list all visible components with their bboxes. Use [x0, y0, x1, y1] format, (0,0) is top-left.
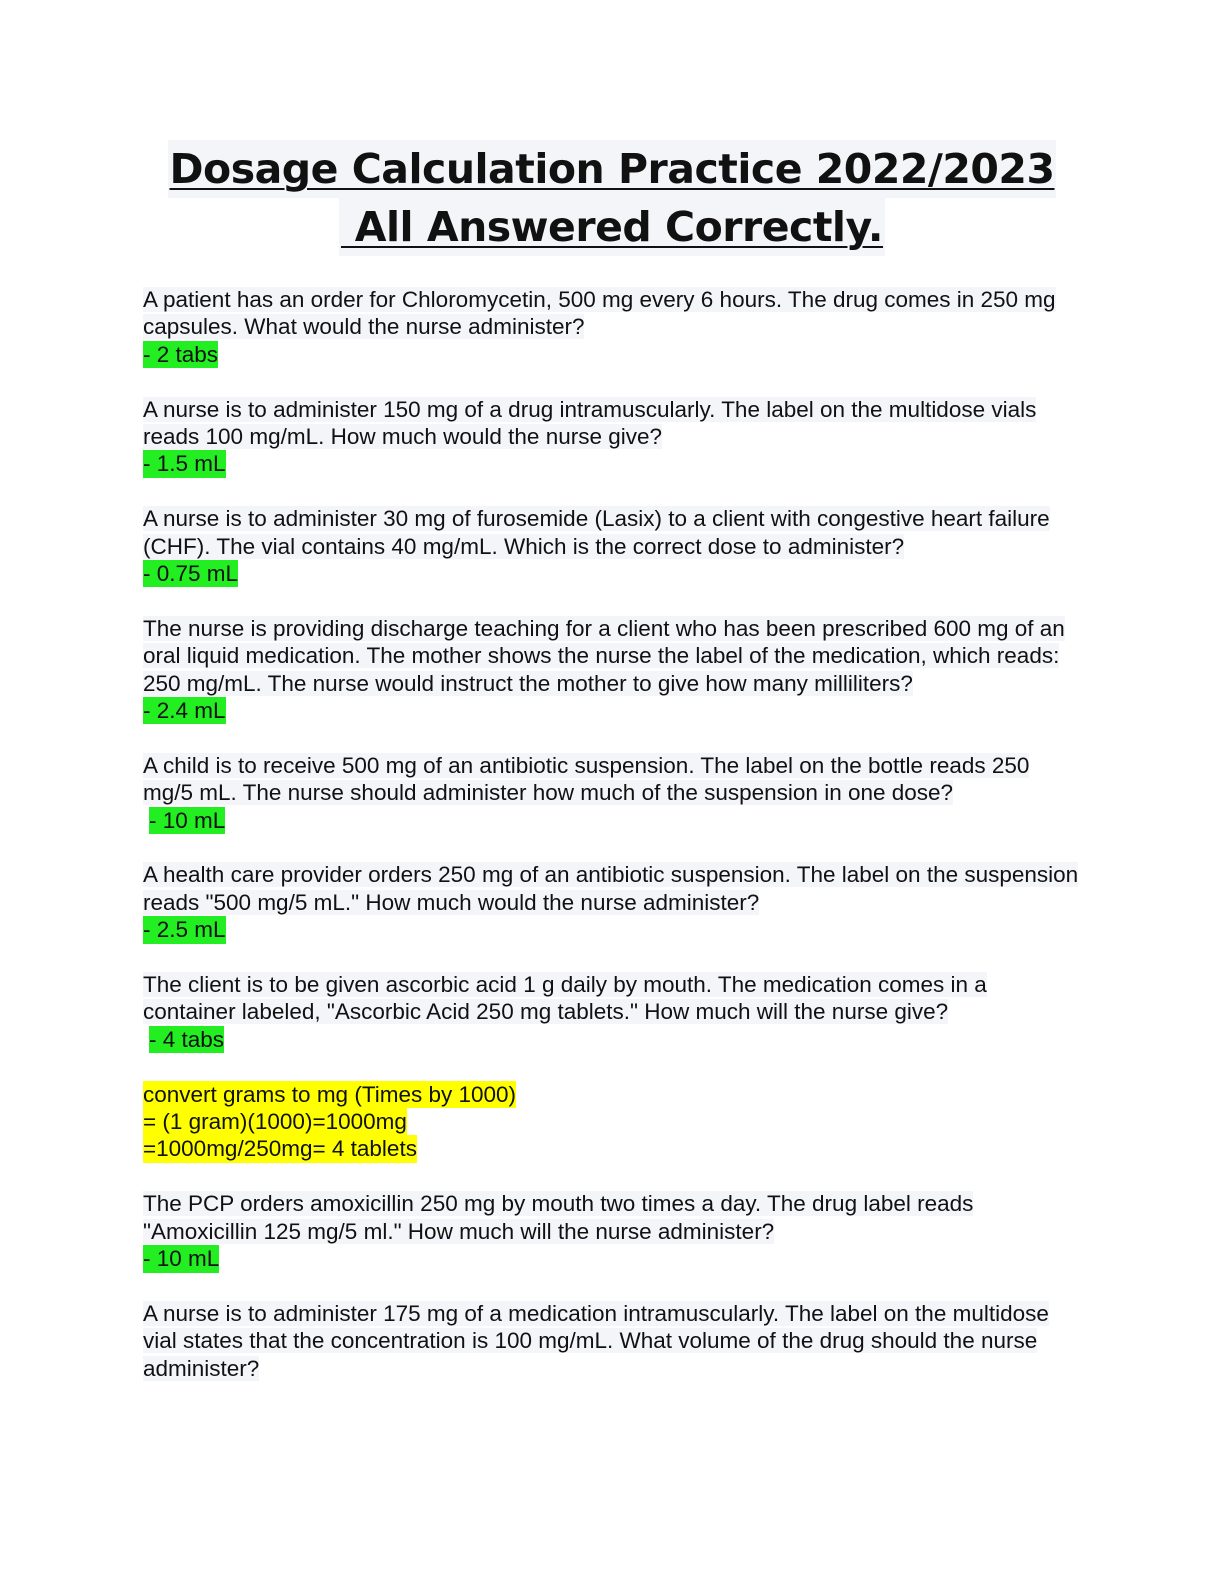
question-text: A nurse is to administer 175 mg of a medication intramuscularly. The label on the multidose vial states that the concentration is 100 mg/mL. What volume of the drug should the nurse administer?: [143, 1300, 1049, 1381]
title-line-1: Dosage Calculation Practice 2022/2023: [168, 140, 1057, 198]
calculation-note: [143, 1081, 1083, 1163]
question-text: A patient has an order for Chloromycetin, 500 mg every 6 hours. The drug comes in 250 mg capsules. What would the nurse administer?: [143, 287, 1056, 340]
qa-item: [143, 861, 1083, 943]
question-text: A nurse is to administer 150 mg of a drug intramuscularly. The label on the multidose vials reads 100 mg/mL. How much would the nurse give?: [143, 396, 1037, 450]
answer-text: - 4 tabs: [149, 1026, 225, 1052]
qa-item: [143, 1190, 1083, 1272]
answer-text: - 10 mL: [143, 1246, 220, 1272]
question-text: The PCP orders amoxicillin 250 mg by mouth two times a day. The drug label reads "Amoxicillin 125 mg/5 ml." How much will the nurse administer?: [143, 1191, 974, 1244]
qa-item: [143, 1300, 1083, 1382]
qa-item: [143, 971, 1083, 1053]
question-text: A health care provider orders 250 mg of an antibiotic suspension. The label on the suspension reads "500 mg/5 mL." How much would the nurse administer?: [143, 862, 1079, 915]
answer-text: - 2.4 mL: [143, 698, 226, 724]
answer-text: - 10 mL: [149, 807, 226, 833]
note-line-1: convert grams to mg (Times by 1000): [143, 1081, 517, 1107]
answer-text: - 1.5 mL: [143, 451, 226, 477]
question-text: A child is to receive 500 mg of an antibiotic suspension. The label on the bottle reads 250 mg/5 mL. The nurse should administer how much of the suspension in one dose?: [143, 752, 1030, 806]
qa-item: [143, 505, 1083, 587]
qa-item: [143, 396, 1083, 478]
title-line-2: All Answered Correctly.: [339, 198, 885, 256]
document-title: [0, 140, 1224, 256]
answer-text: - 2 tabs: [143, 341, 219, 367]
answer-text: - 2.5 mL: [143, 917, 226, 943]
qa-item: [143, 752, 1083, 834]
qa-item: [143, 615, 1083, 725]
question-text: The client is to be given ascorbic acid 1 g daily by mouth. The medication comes in a container labeled, "Ascorbic Acid 250 mg tablets." How much will the nurse give?: [143, 972, 987, 1025]
answer-text: - 0.75 mL: [143, 561, 239, 587]
note-line-2: = (1 gram)(1000)=1000mg: [143, 1109, 407, 1135]
question-text: The nurse is providing discharge teaching for a client who has been prescribed 600 mg of an oral liquid medication. The mother shows the nurse the label of the medication, which reads: 250 mg/mL. The nurse would instruct the mother to give how many milliliters?: [143, 615, 1065, 696]
note-line-3: =1000mg/250mg= 4 tablets: [143, 1136, 417, 1162]
question-text: A nurse is to administer 30 mg of furosemide (Lasix) to a client with congestive heart failure (CHF). The vial contains 40 mg/mL. Which is the correct dose to administer?: [143, 506, 1050, 559]
document-body: [143, 286, 1083, 1410]
qa-item: [143, 286, 1083, 368]
